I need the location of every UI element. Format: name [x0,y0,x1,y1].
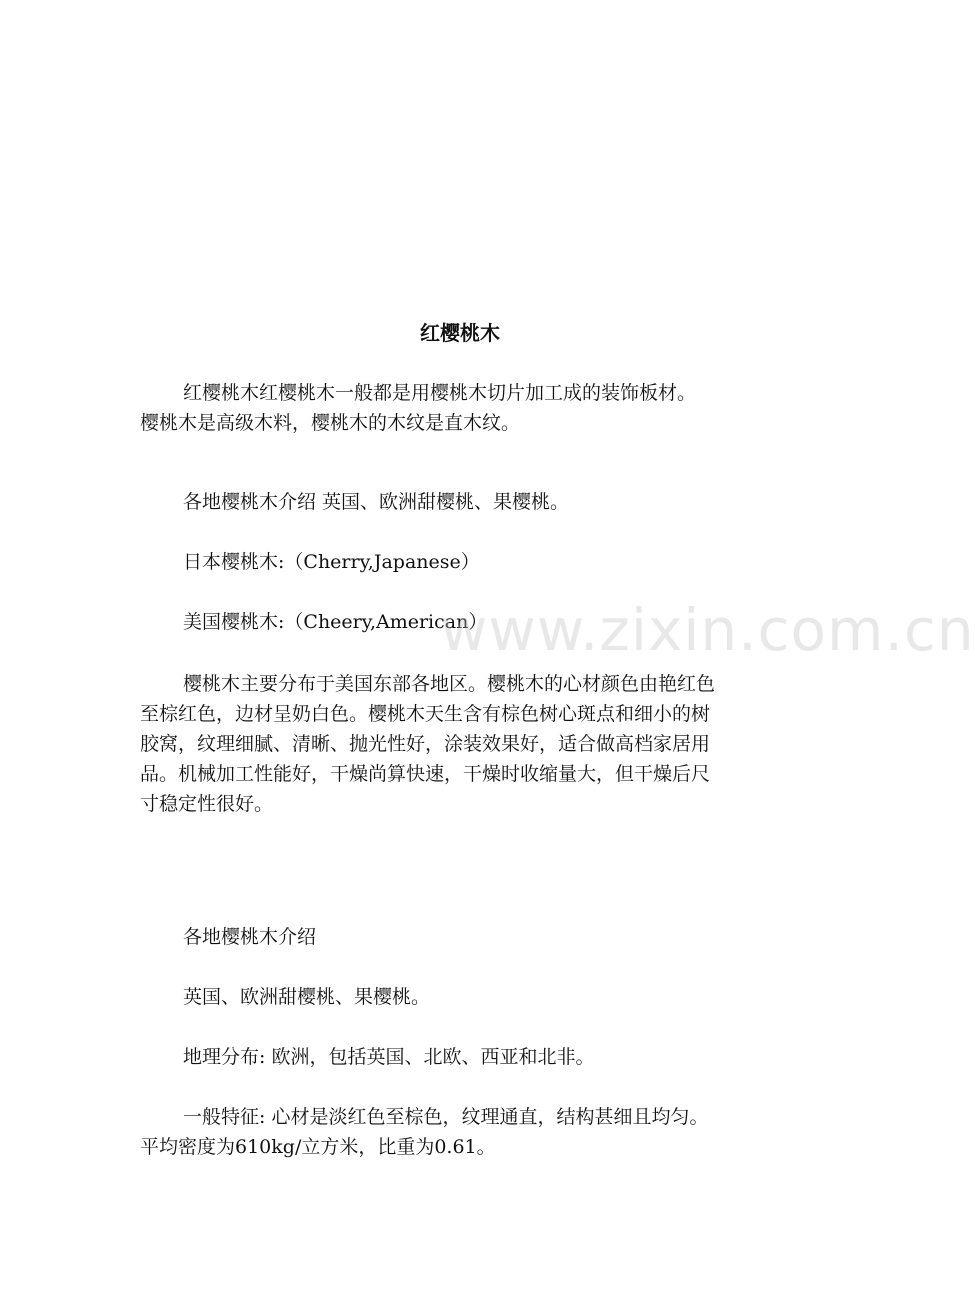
paragraph-line: 樱桃木是高级木料，樱桃木的木纹是直木纹。 [140,412,521,434]
paragraph-regions-summary [140,487,800,517]
paragraph-line: 樱桃木主要分布于美国东部各地区。樱桃木的心材颜色由艳红色 [183,673,716,695]
paragraph-line: 一般特征: 心材是淡红色至棕色，纹理通直，结构甚细且均匀。 [183,1106,709,1128]
paragraph-line: 美国樱桃木:（Cheery,American） [183,611,488,633]
paragraph-line: 英国、欧洲甜樱桃、果樱桃。 [183,986,431,1008]
paragraph-european-cherry [140,982,800,1012]
paragraph-american-cherry [140,607,800,637]
paragraph-japanese-cherry [140,547,800,577]
paragraph-geography [140,1042,800,1072]
paragraph-line: 品。机械加工性能好，干燥尚算快速，干燥时收缩量大，但干燥后尺 [140,763,711,785]
document-title: 红樱桃木 [420,321,500,345]
paragraph-line: 红樱桃木红樱桃木一般都是用樱桃木切片加工成的装饰板材。 [183,382,697,404]
paragraph-distribution [140,669,800,819]
watermark: www.zixin.com.cn [440,596,975,664]
paragraph-line: 寸稳定性很好。 [140,793,274,815]
paragraph-line: 各地樱桃木介绍 英国、欧洲甜樱桃、果樱桃。 [183,491,570,513]
paragraph-line: 日本樱桃木:（Cherry,Japanese） [183,551,480,573]
paragraph-characteristics [140,1102,800,1162]
paragraph-line: 至棕红色，边材呈奶白色。樱桃木天生含有棕色树心斑点和细小的树 [140,703,711,725]
paragraph-intro [140,378,800,438]
paragraph-regions-heading [140,922,800,952]
paragraph-line: 各地樱桃木介绍 [183,926,317,948]
paragraph-line: 胶窝，纹理细腻、清晰、抛光性好，涂装效果好，适合做高档家居用 [140,733,711,755]
paragraph-line: 地理分布: 欧洲，包括英国、北欧、西亚和北非。 [183,1046,595,1068]
paragraph-line: 平均密度为610kg/立方米，比重为0.61。 [140,1136,496,1158]
